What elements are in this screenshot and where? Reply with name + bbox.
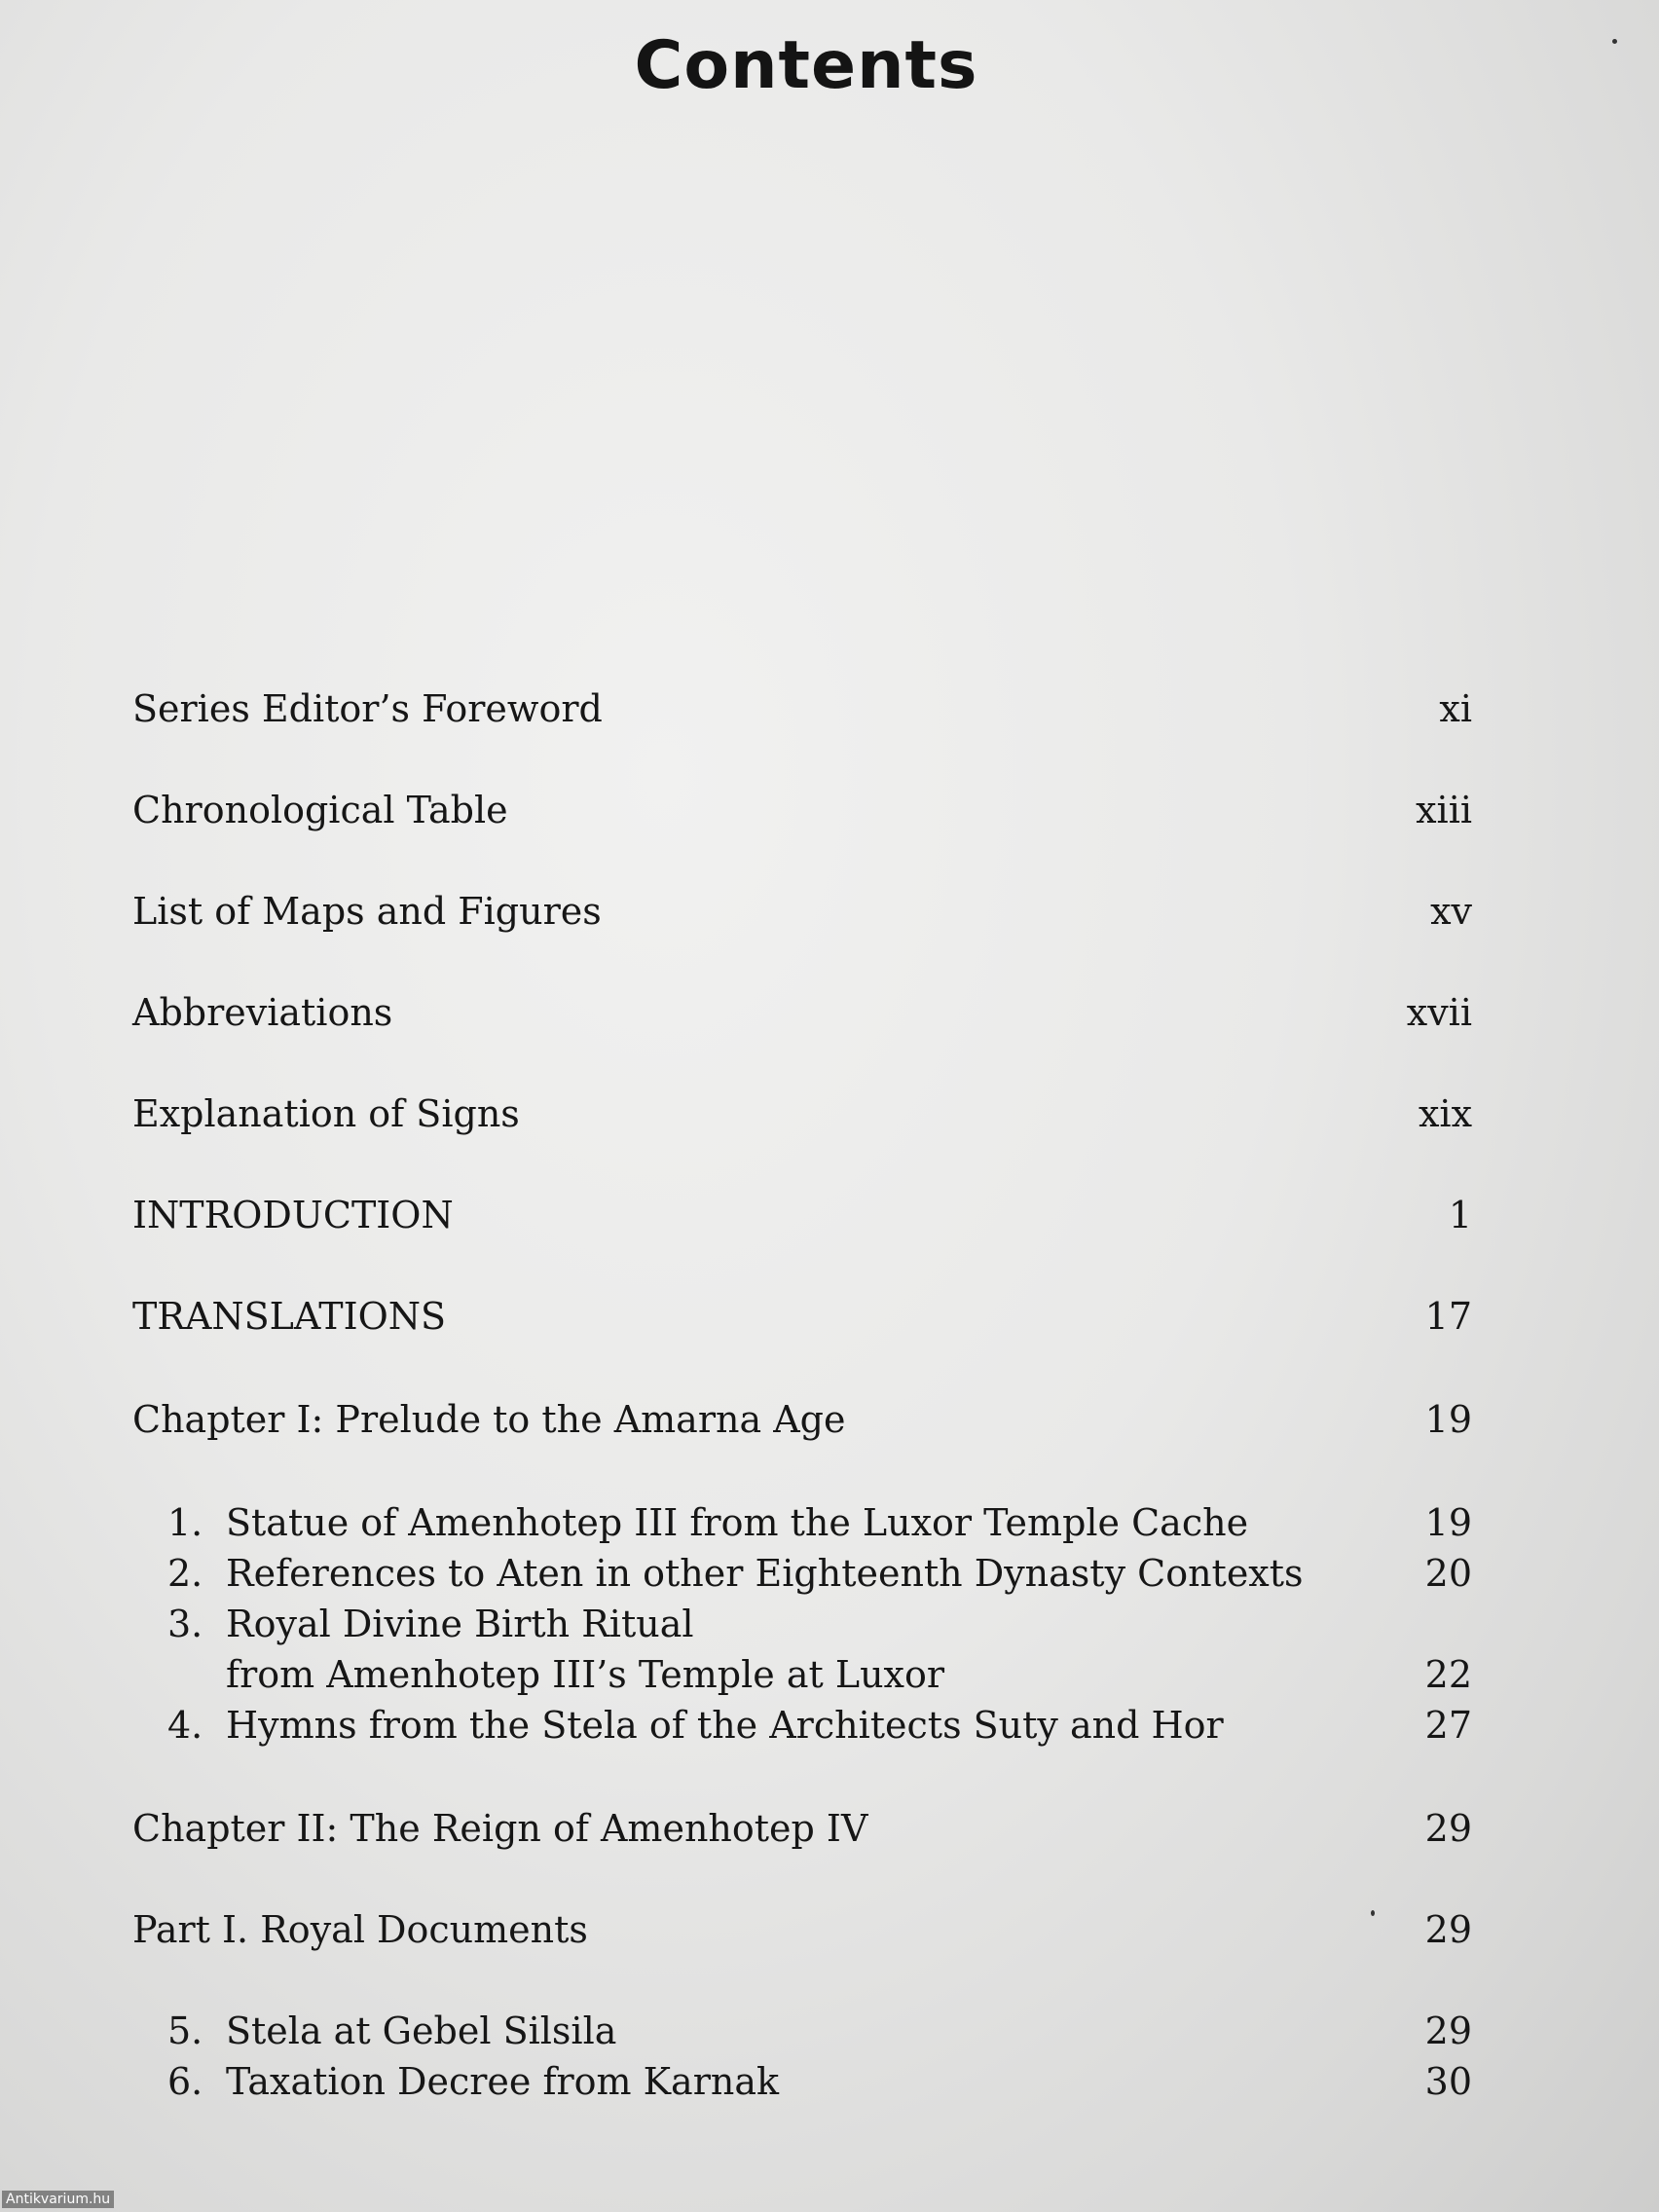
toc-entry-page: 19 <box>1424 1398 1472 1441</box>
toc-entry-label: INTRODUCTION <box>132 1194 454 1236</box>
toc-subentry-page: 19 <box>1424 1501 1472 1544</box>
toc-subentry-5[interactable] <box>0 2002 1659 2060</box>
toc-subentry-3-continued[interactable] <box>0 1645 1659 1704</box>
toc-subentry-6[interactable] <box>0 2052 1659 2111</box>
toc-subentry-number: 3. <box>167 1603 203 1645</box>
toc-entry-page: xix <box>1418 1092 1472 1135</box>
toc-subentry-label: Hymns from the Stela of the Architects Suty and Hor <box>226 1704 1224 1747</box>
toc-subentry-number: 4. <box>167 1704 203 1747</box>
toc-entry-label: Series Editor’s Foreword <box>132 687 603 730</box>
toc-entry-series-editors-foreword[interactable] <box>0 680 1659 738</box>
toc-subentry-page: 30 <box>1424 2060 1472 2103</box>
toc-subentry-3[interactable] <box>0 1595 1659 1653</box>
toc-entry-chapter-2[interactable] <box>0 1799 1659 1858</box>
toc-entry-label: TRANSLATIONS <box>132 1295 447 1338</box>
toc-entry-page: 29 <box>1424 1807 1472 1850</box>
toc-subentry-label: Royal Divine Birth Ritual <box>226 1603 694 1645</box>
toc-entry-page: xi <box>1439 687 1472 730</box>
watermark: Antikvarium.hu <box>2 2191 114 2208</box>
toc-subentry-label: Stela at Gebel Silsila <box>226 2009 617 2052</box>
toc-entry-label: Chapter II: The Reign of Amenhotep IV <box>132 1807 868 1850</box>
toc-entry-translations[interactable] <box>0 1287 1659 1346</box>
toc-entry-label: Part I. Royal Documents <box>132 1908 588 1951</box>
toc-subentry-1[interactable] <box>0 1493 1659 1552</box>
page-title: Contents <box>634 27 978 104</box>
toc-entry-chapter-1[interactable] <box>0 1390 1659 1449</box>
toc-subentry-label: Statue of Amenhotep III from the Luxor Temple Cache <box>226 1501 1249 1544</box>
toc-entry-page: xvii <box>1406 991 1472 1034</box>
toc-entry-label: List of Maps and Figures <box>132 890 602 933</box>
toc-entry-label: Chapter I: Prelude to the Amarna Age <box>132 1398 846 1441</box>
toc-subentry-label-continued: from Amenhotep III’s Temple at Luxor <box>226 1653 945 1696</box>
toc-entry-page: 29 <box>1424 1908 1472 1951</box>
toc-entry-part-1[interactable] <box>0 1900 1659 1959</box>
toc-entry-label: Chronological Table <box>132 789 508 831</box>
toc-entry-page: xv <box>1430 890 1472 933</box>
toc-subentry-page: 29 <box>1424 2009 1472 2052</box>
toc-entry-chronological-table[interactable] <box>0 781 1659 839</box>
toc-entry-label: Explanation of Signs <box>132 1092 520 1135</box>
toc-entry-page: xiii <box>1416 789 1472 831</box>
toc-entry-page: 1 <box>1448 1194 1472 1236</box>
toc-subentry-page: 22 <box>1424 1653 1472 1696</box>
toc-subentry-number: 2. <box>167 1552 203 1595</box>
toc-entry-list-of-maps[interactable] <box>0 882 1659 940</box>
toc-entry-label: Abbreviations <box>132 991 393 1034</box>
toc-subentry-number: 6. <box>167 2060 203 2103</box>
toc-entry-explanation-of-signs[interactable] <box>0 1085 1659 1143</box>
toc-entry-abbreviations[interactable] <box>0 983 1659 1042</box>
toc-entry-introduction[interactable] <box>0 1186 1659 1244</box>
toc-subentry-label: References to Aten in other Eighteenth Dynasty Contexts <box>226 1552 1304 1595</box>
toc-subentry-4[interactable] <box>0 1696 1659 1754</box>
toc-subentry-number: 5. <box>167 2009 203 2052</box>
toc-subentry-number: 1. <box>167 1501 203 1544</box>
toc-subentry-page: 20 <box>1424 1552 1472 1595</box>
paper-speck <box>1612 39 1617 44</box>
paper-speck <box>1371 1910 1375 1916</box>
toc-subentry-2[interactable] <box>0 1544 1659 1603</box>
toc-entry-page: 17 <box>1424 1295 1472 1338</box>
toc-subentry-page: 27 <box>1424 1704 1472 1747</box>
toc-subentry-label: Taxation Decree from Karnak <box>226 2060 780 2103</box>
